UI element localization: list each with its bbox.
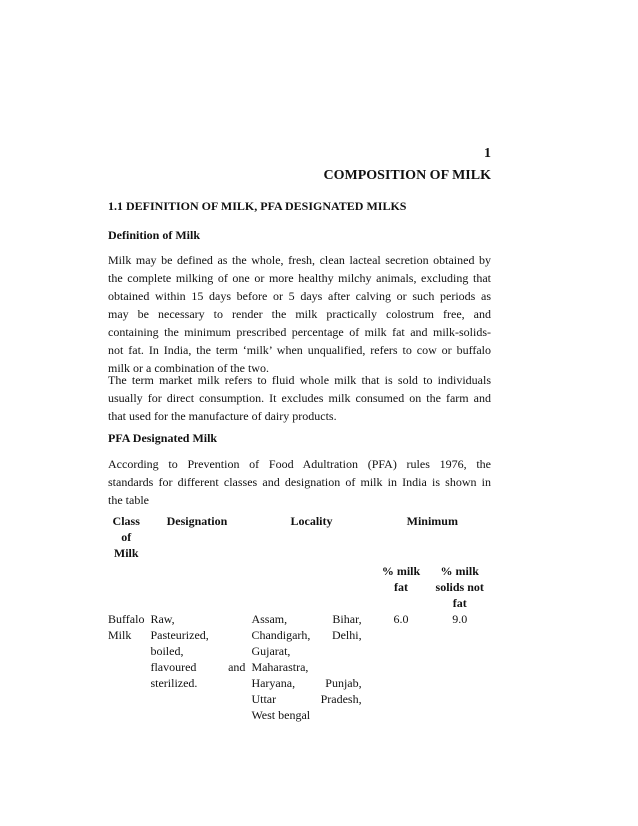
section-heading: 1.1 DEFINITION OF MILK, PFA DESIGNATED MILKS [108,199,407,213]
header-minimum: Minimum [406,514,458,528]
table-subheader-row [108,561,491,611]
paragraph-line: that used for the manufacture of dairy products. [108,409,337,423]
paragraph-line: not fat. In India, the term ‘milk’ when unqualified, refers to cow or buffalo [108,343,491,357]
header-designation: Designation [166,514,228,528]
paragraph-line: Milk may be defined as the whole, fresh, clean lacteal secretion obtained by [108,253,491,267]
table-header-row [108,513,491,561]
header-milk-fat: % milk fat [381,564,421,594]
cell-solids-not-fat: 9.0 [452,612,468,626]
header-solids-not-fat: % milk solids not fat [435,564,484,610]
paragraph-line: obtained within 15 days before or 5 days after calving or such periods as [108,289,491,303]
paragraph-line: standards for different classes and designation of milk in India is shown in [108,475,491,489]
paragraph-line: the table [108,493,149,507]
definition-paragraph [108,251,491,377]
milk-standards-table [108,513,491,723]
header-locality: Locality [290,514,333,528]
paragraph-line: The term market milk refers to fluid whole milk that is sold to individuals [108,373,491,387]
paragraph-line: usually for direct consumption. It excludes milk consumed on the farm and [108,391,491,405]
market-milk-paragraph [108,371,491,425]
chapter-title: COMPOSITION OF MILK [323,168,491,183]
cell-locality: Assam, Bihar, Chandigarh, Delhi, Gujarat, Maharastra, Haryana, Punjab, Uttar Pradesh, West bengal [251,612,362,722]
paragraph-line: milk or a combination of the two. [108,361,269,375]
paragraph-line: containing the minimum prescribed percentage of milk fat and milk-solids- [108,325,491,339]
cell-milk-fat: 6.0 [393,612,409,626]
header-class: Class of Milk [112,514,140,560]
pfa-heading: PFA Designated Milk [108,431,218,445]
paragraph-line: may be necessary to render the milk practically colostrum free, and [108,307,491,321]
cell-designation: Raw, Pasteurized, boiled, flavoured and sterilized. [150,612,246,690]
table-row [108,611,491,723]
definition-heading: Definition of Milk [108,228,200,242]
pfa-paragraph [108,455,491,509]
paragraph-line: the complete milking of one or more healthy milchy animals, excluding that [108,271,491,285]
cell-class: Buffalo Milk [108,612,145,642]
paragraph-line: According to Prevention of Food Adultration (PFA) rules 1976, the [108,457,491,471]
chapter-number: 1 [484,146,491,161]
